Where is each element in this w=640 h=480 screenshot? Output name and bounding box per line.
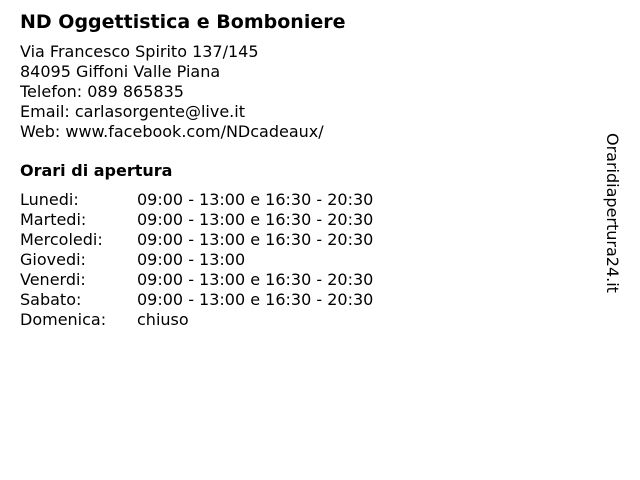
- hours-time: 09:00 - 13:00: [137, 250, 246, 269]
- hours-day: Lunedi:: [20, 190, 79, 209]
- hours-row: [20, 270, 373, 290]
- hours-row: [20, 250, 373, 270]
- hours-row: [20, 190, 373, 210]
- hours-time: 09:00 - 13:00 e 16:30 - 20:30: [137, 270, 374, 289]
- business-card: [20, 10, 600, 330]
- address-street: Via Francesco Spirito 137/145: [20, 42, 259, 61]
- address-city: 84095 Giffoni Valle Piana: [20, 62, 221, 81]
- contact-block: [20, 42, 600, 142]
- email-line: Email: carlasorgente@live.it: [20, 102, 245, 121]
- hours-time: chiuso: [137, 310, 189, 329]
- hours-time: 09:00 - 13:00 e 16:30 - 20:30: [137, 230, 374, 249]
- hours-row: [20, 290, 373, 310]
- business-name: ND Oggettistica e Bomboniere: [20, 11, 346, 33]
- hours-time: 09:00 - 13:00 e 16:30 - 20:30: [137, 210, 374, 229]
- hours-day: Venerdi:: [20, 270, 86, 289]
- website-line: Web: www.facebook.com/NDcadeaux/: [20, 122, 324, 141]
- hours-row: [20, 210, 373, 230]
- hours-day: Mercoledi:: [20, 230, 103, 249]
- hours-day: Giovedi:: [20, 250, 86, 269]
- hours-row: [20, 230, 373, 250]
- site-watermark: Oraridiapertura24.it: [603, 133, 622, 293]
- hours-row: [20, 310, 373, 330]
- hours-time: 09:00 - 13:00 e 16:30 - 20:30: [137, 290, 374, 309]
- opening-hours-title: Orari di apertura: [20, 161, 173, 180]
- phone-line: Telefon: 089 865835: [20, 82, 184, 101]
- hours-time: 09:00 - 13:00 e 16:30 - 20:30: [137, 190, 374, 209]
- hours-day: Sabato:: [20, 290, 82, 309]
- hours-day: Martedi:: [20, 210, 87, 229]
- opening-hours-table: [20, 190, 373, 330]
- hours-day: Domenica:: [20, 310, 107, 329]
